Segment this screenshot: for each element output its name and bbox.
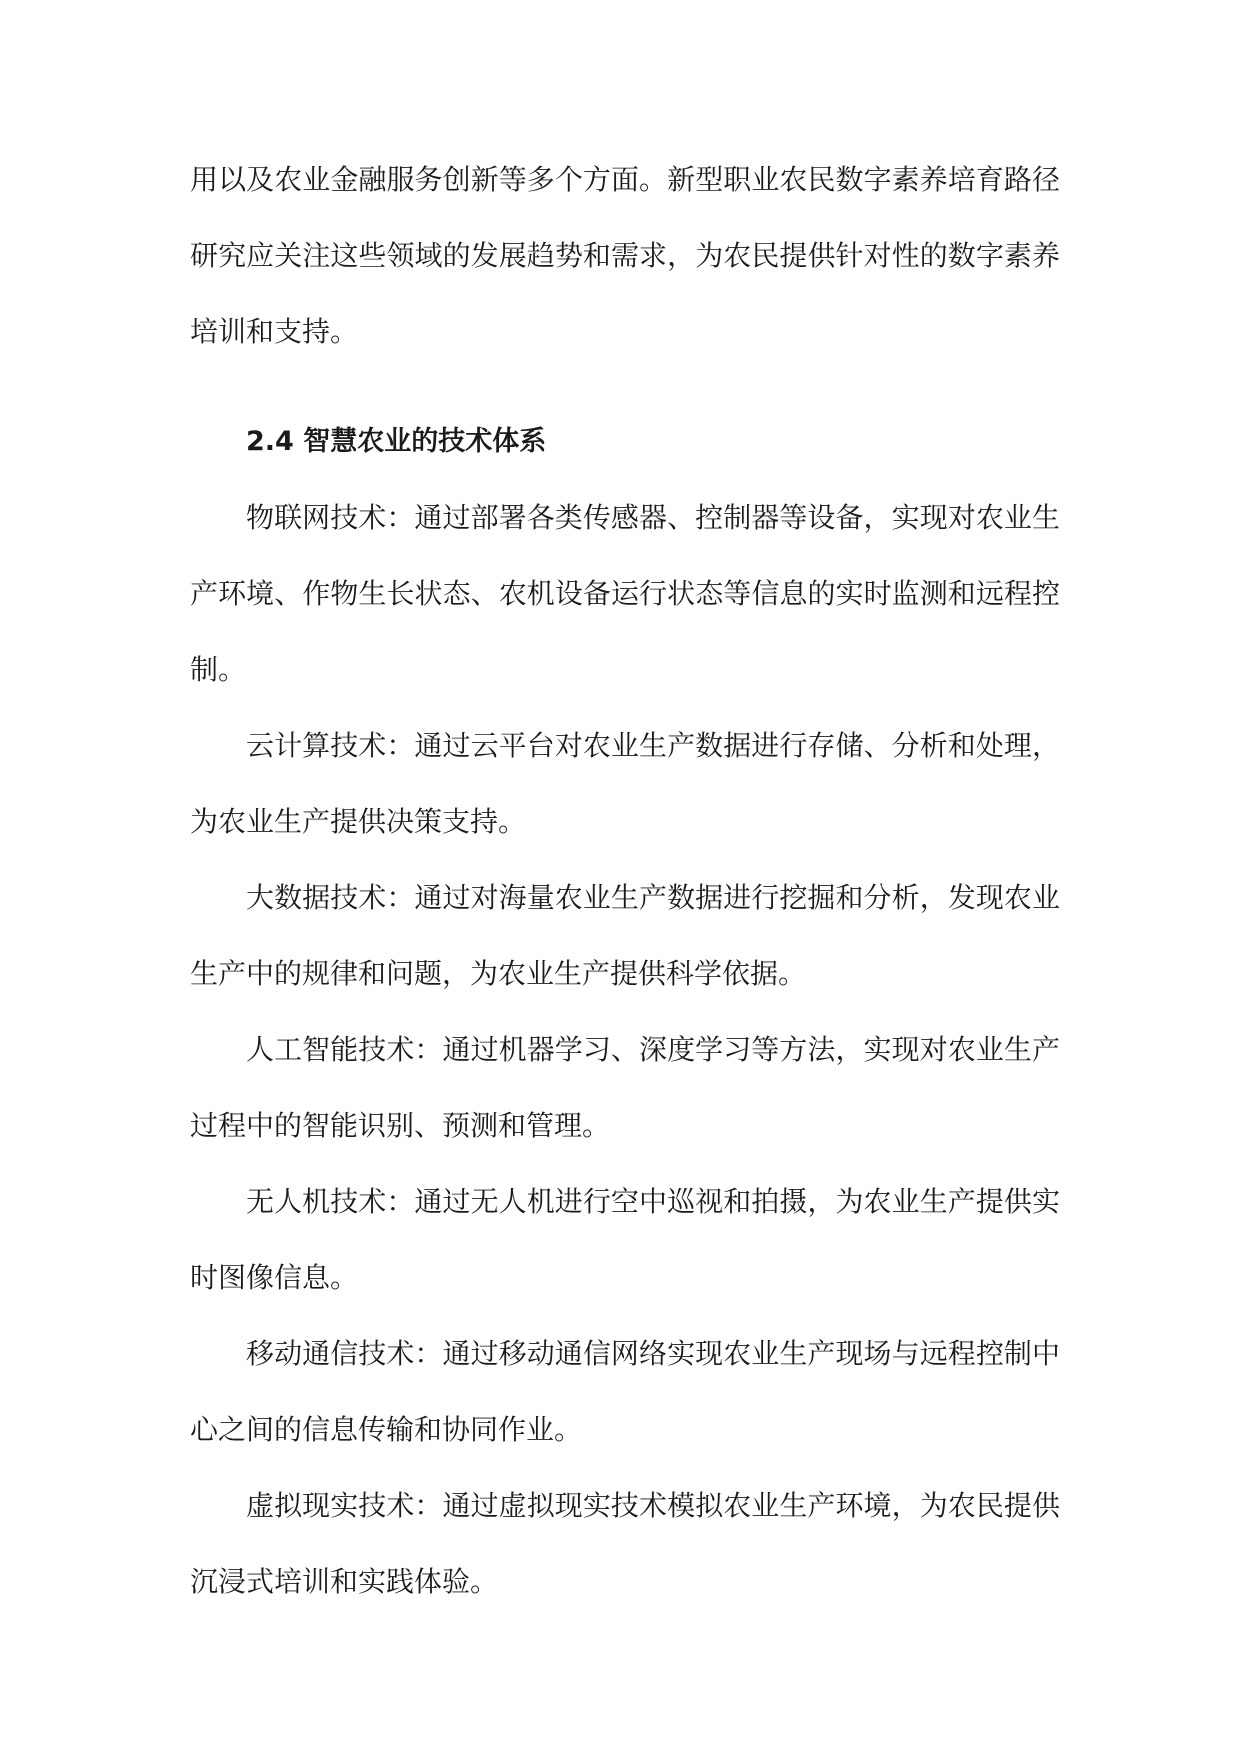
intro-paragraph: 用以及农业金融服务创新等多个方面。新型职业农民数字素养培育路径研究应关注这些领域的发展趋势和需求，为农民提供针对性的数字素养培训和支持。 [190, 163, 1060, 348]
paragraph-virtual-reality: 虚拟现实技术：通过虚拟现实技术模拟农业生产环境，为农民提供沉浸式培训和实践体验。 [190, 1489, 1060, 1598]
paragraph-mobile-communication: 移动通信技术：通过移动通信网络实现农业生产现场与远程控制中心之间的信息传输和协同作业。 [190, 1337, 1060, 1446]
paragraph-big-data: 大数据技术：通过对海量农业生产数据进行挖掘和分析，发现农业生产中的规律和问题，为农业生产提供科学依据。 [190, 881, 1060, 990]
paragraph-iot: 物联网技术：通过部署各类传感器、控制器等设备，实现对农业生产环境、作物生长状态、农机设备运行状态等信息的实时监测和远程控制。 [190, 501, 1060, 686]
paragraph-ai: 人工智能技术：通过机器学习、深度学习等方法，实现对农业生产过程中的智能识别、预测和管理。 [190, 1033, 1060, 1142]
section-heading: 2.4 智慧农业的技术体系 [246, 426, 547, 457]
paragraph-drone: 无人机技术：通过无人机进行空中巡视和拍摄，为农业生产提供实时图像信息。 [190, 1185, 1060, 1294]
paragraph-cloud-computing: 云计算技术：通过云平台对农业生产数据进行存储、分析和处理，为农业生产提供决策支持。 [190, 729, 1060, 838]
document-body [190, 142, 1060, 1620]
